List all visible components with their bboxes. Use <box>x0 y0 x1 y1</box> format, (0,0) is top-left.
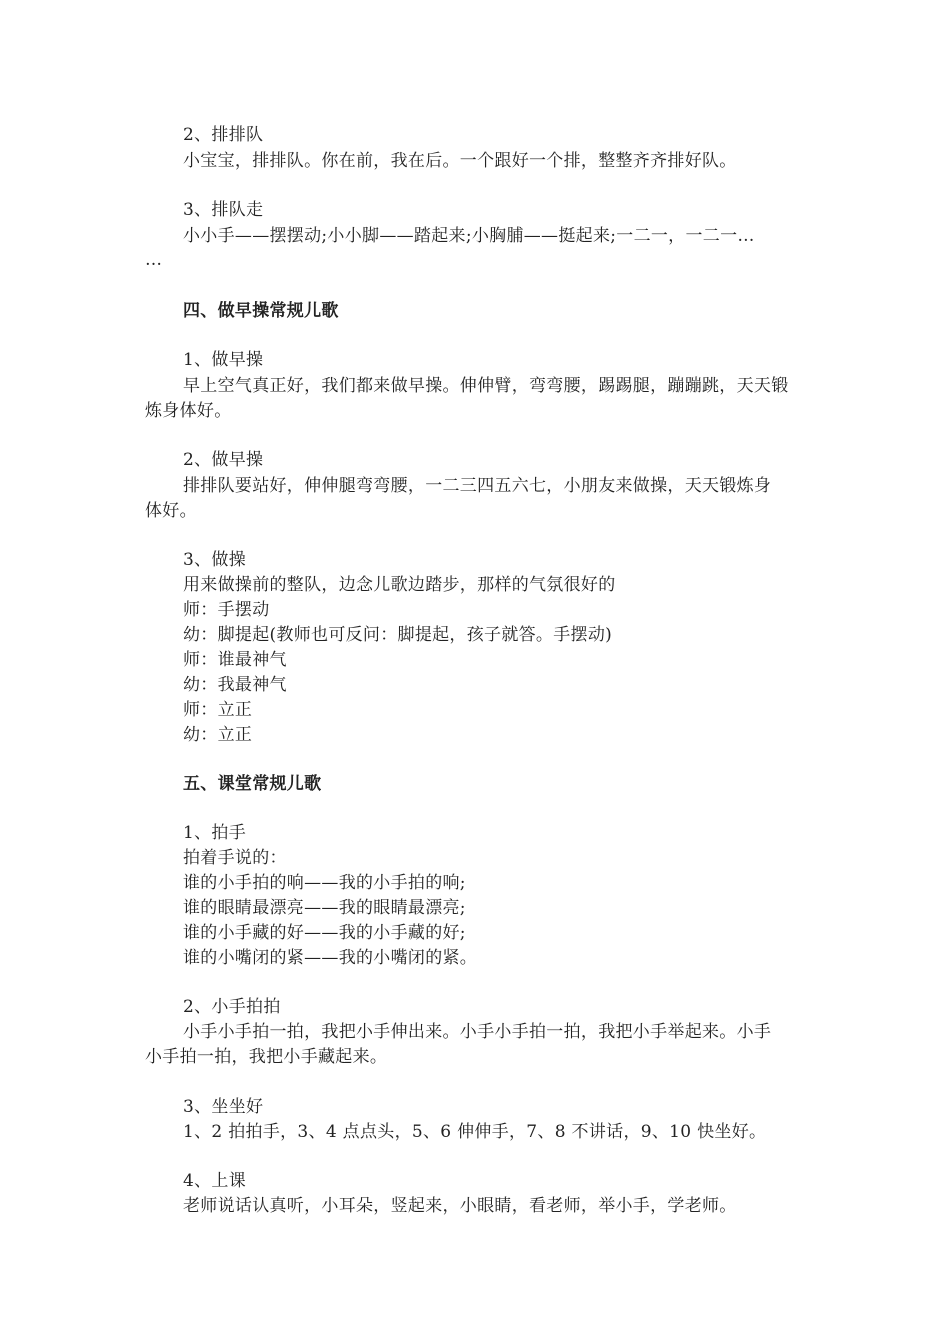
verse-line: 谁的小嘴闭的紧——我的小嘴闭的紧。 <box>183 948 478 968</box>
paragraph: 炼身体好。 <box>145 401 232 421</box>
dialogue-line: 师：谁最神气 <box>183 650 287 670</box>
item-title: 1、拍手 <box>183 823 247 843</box>
paragraph: 老师说话认真听，小耳朵，竖起来，小眼睛，看老师，举小手，学老师。 <box>183 1196 737 1216</box>
item-title: 3、坐坐好 <box>183 1097 264 1117</box>
item-title: 4、上课 <box>183 1171 247 1191</box>
item-title: 3、排队走 <box>183 200 264 220</box>
paragraph: 小手小手拍一拍，我把小手伸出来。小手小手拍一拍，我把小手举起来。小手 <box>183 1022 772 1042</box>
dialogue-line: 师：手摆动 <box>183 600 270 620</box>
item-title: 2、小手拍拍 <box>183 997 281 1017</box>
paragraph: 小小手——摆摆动;小小脚——踏起来;小胸脯——挺起来;一二一，一二一… <box>183 226 755 246</box>
verse-line: 谁的小手藏的好——我的小手藏的好; <box>183 923 466 943</box>
section-heading: 四、做早操常规儿歌 <box>183 301 339 321</box>
item-title: 3、做操 <box>183 550 247 570</box>
dialogue-line: 幼：我最神气 <box>183 675 287 695</box>
dialogue-line: 师：立正 <box>183 700 253 720</box>
verse-line: 谁的小手拍的响——我的小手拍的响; <box>183 873 466 893</box>
item-title: 2、排排队 <box>183 125 264 145</box>
item-title: 1、做早操 <box>183 350 264 370</box>
section-heading: 五、课堂常规儿歌 <box>183 774 322 794</box>
paragraph: … <box>145 250 163 270</box>
dialogue-line: 幼：脚提起(教师也可反问：脚提起，孩子就答。手摆动) <box>183 625 613 645</box>
paragraph: 排排队要站好，伸伸腿弯弯腰，一二三四五六七，小朋友来做操，天天锻炼身 <box>183 476 772 496</box>
item-title: 2、做早操 <box>183 450 264 470</box>
verse-line: 谁的眼睛最漂亮——我的眼睛最漂亮; <box>183 898 466 918</box>
paragraph: 1、2 拍拍手，3、4 点点头，5、6 伸伸手，7、8 不讲话，9、10 快坐好。 <box>183 1122 767 1142</box>
paragraph: 用来做操前的整队，边念儿歌边踏步，那样的气氛很好的 <box>183 575 616 595</box>
paragraph: 小手拍一拍，我把小手藏起来。 <box>145 1047 388 1067</box>
dialogue-line: 幼：立正 <box>183 725 253 745</box>
paragraph: 早上空气真正好，我们都来做早操。伸伸臂，弯弯腰，踢踢腿，蹦蹦跳，天天锻 <box>183 376 789 396</box>
paragraph: 小宝宝，排排队。你在前，我在后。一个跟好一个排，整整齐齐排好队。 <box>183 151 737 171</box>
paragraph: 体好。 <box>145 501 197 521</box>
paragraph: 拍着手说的： <box>183 848 287 868</box>
